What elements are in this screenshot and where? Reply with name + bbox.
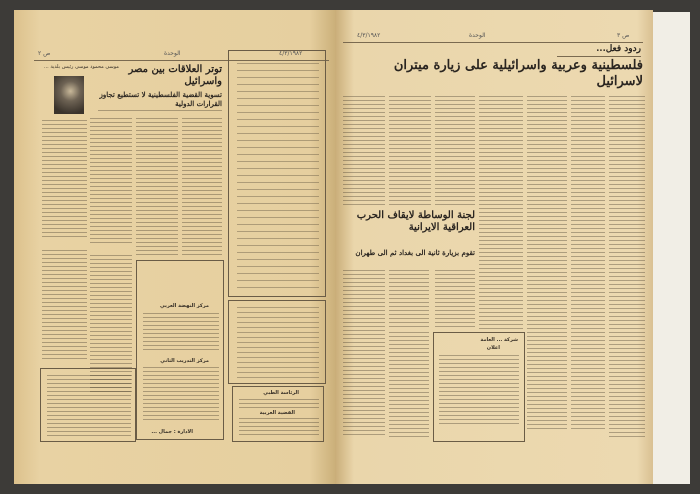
announcement-box [136, 260, 224, 440]
article-column [389, 332, 429, 438]
kicker: ردود فعل... [596, 44, 641, 54]
box-title: مركز النهضة العربي [159, 303, 209, 309]
right-page [335, 10, 653, 484]
article-column [435, 270, 475, 328]
notice-box [433, 332, 525, 442]
article-column [389, 96, 431, 205]
page-date: ٤/٣/١٩٨٢ [357, 32, 381, 39]
article-column [479, 96, 523, 330]
article-column [136, 118, 178, 255]
article-column [571, 96, 605, 430]
kicker-underline [557, 56, 641, 57]
portrait-photo [54, 76, 84, 114]
article-column [42, 250, 87, 360]
box-title: اعلان [486, 345, 500, 351]
box-title: شركة ... العامة [480, 337, 518, 343]
paper-name: الوحدة [469, 32, 486, 39]
subheadline: تسوية القضية الفلسطينية لا تستطيع تجاوز القرارات الدولية [99, 90, 222, 108]
headline: فلسطينية وعربية واسرائيلية على زيارة ميتران لاسرائيل [393, 58, 643, 89]
page-number: ص ٢ [38, 50, 51, 57]
subheadline: لجنة الوساطة لايقاف الحرب العراقية الايرانية [356, 210, 475, 233]
article-column [343, 96, 385, 205]
paper-name: الوحدة [164, 50, 181, 57]
box-title: القضية العربية [259, 410, 295, 416]
announcement-box [232, 386, 324, 442]
box-title: مركز التدريب الثاني [160, 358, 209, 364]
photo-caption: موسى محمود موسى رئيس بلدية ... [44, 64, 119, 70]
article-column [435, 96, 475, 205]
article-column [90, 118, 132, 245]
headline: توتر العلاقات بين مصر واسرائيل [128, 64, 222, 87]
lead-text [98, 110, 222, 114]
page-stack-edge [648, 12, 690, 484]
notice-box [228, 50, 326, 297]
announcement-box [40, 368, 136, 442]
article-column [527, 96, 567, 430]
box-title: الادارة : جمال ... [151, 429, 193, 435]
page-number: ص ٣ [617, 32, 630, 39]
notice-box [228, 300, 326, 384]
article-column [609, 96, 645, 440]
box-title: الرئاسة الطبي [263, 390, 299, 396]
left-page [14, 10, 335, 484]
article-column [343, 270, 385, 438]
article-column [389, 270, 429, 328]
article-column [42, 120, 87, 240]
subheadline-2: تقوم بزيارة ثانية الى بغداد ثم الى طهران [355, 248, 475, 257]
page-date: ٤/٣/١٩٨٢ [279, 50, 303, 57]
article-column [182, 118, 222, 255]
